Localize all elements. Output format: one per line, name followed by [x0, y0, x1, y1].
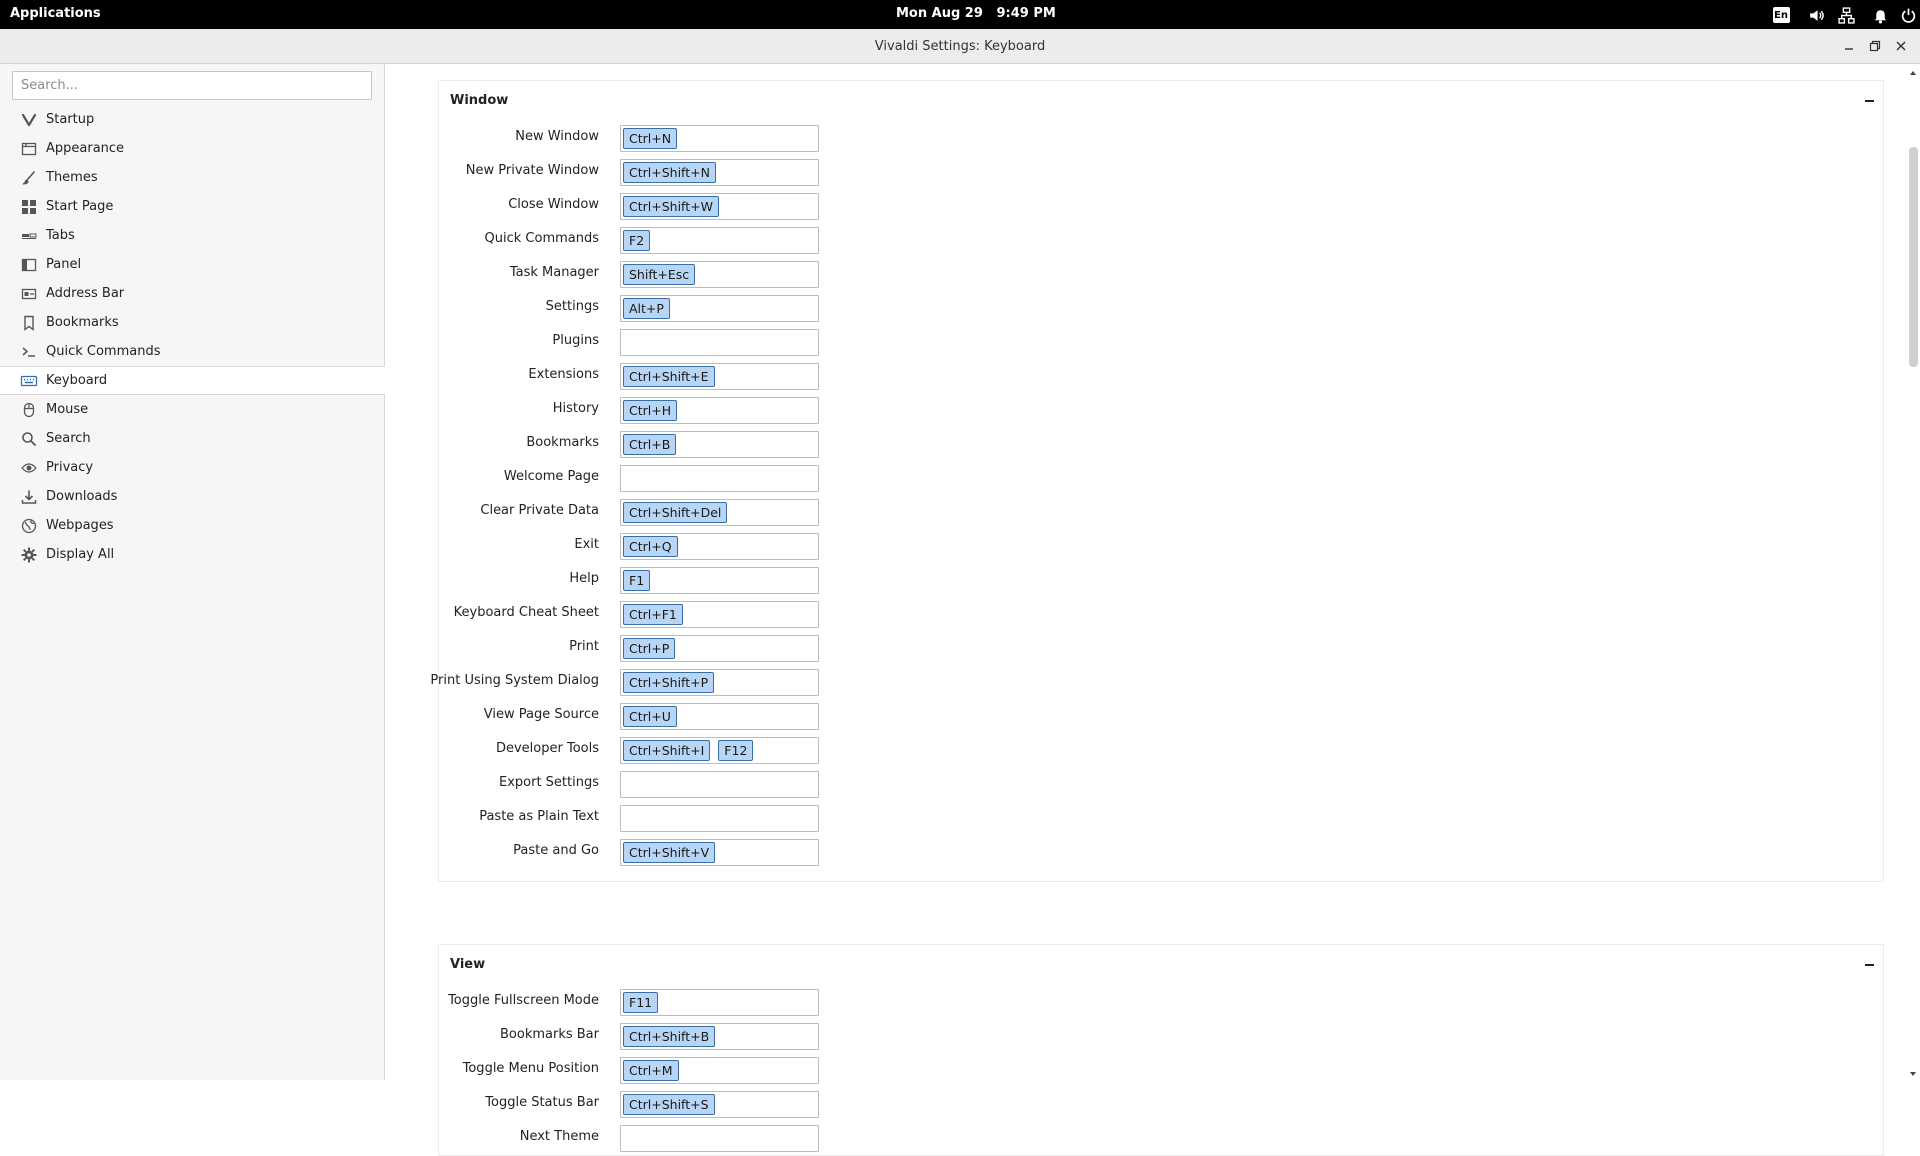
shortcut-label: Toggle Status Bar [485, 1095, 599, 1110]
sidebar-item-label: Search [46, 431, 91, 446]
section-header [439, 81, 1883, 121]
shortcut-label: Clear Private Data [480, 503, 599, 518]
sidebar-item-label: Panel [46, 257, 82, 272]
shortcut-keys [623, 264, 695, 285]
sidebar-item-quick-commands[interactable] [0, 337, 384, 366]
key-combo-chip[interactable]: Ctrl+Shift+Del [623, 502, 727, 523]
shortcut-label: Print Using System Dialog [430, 673, 599, 688]
shortcut-keys [623, 128, 677, 149]
system-top-bar [0, 0, 1920, 29]
collapse-section-button[interactable] [1862, 957, 1878, 973]
section-window [430, 80, 1884, 882]
key-combo-chip[interactable]: Ctrl+Shift+N [623, 162, 716, 183]
shortcut-label: Toggle Menu Position [462, 1061, 599, 1076]
shortcut-row-settings [439, 291, 1883, 325]
shortcut-label: Bookmarks Bar [500, 1027, 599, 1042]
sidebar-item-label: Start Page [46, 199, 114, 214]
restore-button[interactable] [1866, 37, 1884, 55]
date-label: Mon Aug 29 [896, 6, 983, 21]
shortcut-keys [623, 638, 675, 659]
shortcut-row-view-page-source [439, 699, 1883, 733]
key-combo-chip[interactable]: Alt+P [623, 298, 670, 319]
key-combo-chip[interactable]: Ctrl+N [623, 128, 677, 149]
shortcut-keys [623, 1026, 715, 1047]
globe-icon [20, 517, 38, 535]
scrollbar-thumb[interactable] [1909, 147, 1918, 367]
vivaldi-icon [20, 111, 38, 129]
quick-commands-icon [20, 343, 38, 361]
shortcut-row-plugins [439, 325, 1883, 359]
shortcut-label: Exit [574, 537, 599, 552]
sidebar-item-label: Quick Commands [46, 344, 161, 359]
notification-bell-icon[interactable] [1870, 5, 1890, 25]
key-combo-chip[interactable]: F2 [623, 230, 650, 251]
key-combo-chip[interactable]: Ctrl+Shift+B [623, 1026, 715, 1047]
shortcut-keys [623, 366, 715, 387]
scroll-down-arrow-icon[interactable] [1909, 1070, 1917, 1078]
gear-icon [20, 546, 38, 564]
settings-content [386, 64, 1920, 1144]
download-icon [20, 488, 38, 506]
key-combo-chip[interactable]: Ctrl+P [623, 638, 675, 659]
shortcut-input[interactable] [620, 125, 819, 152]
shortcut-input[interactable] [620, 989, 819, 1016]
shortcut-input[interactable] [620, 193, 819, 220]
shortcut-label: Developer Tools [495, 741, 599, 756]
shortcut-keys [623, 298, 670, 319]
collapse-section-button[interactable] [1862, 93, 1878, 109]
sidebar-item-tabs[interactable] [0, 221, 384, 250]
clock[interactable] [896, 6, 1056, 21]
key-combo-chip[interactable]: Ctrl+Shift+E [623, 366, 715, 387]
shortcut-row-export-settings [439, 767, 1883, 801]
shortcut-row-toggle-status-bar [439, 1087, 1883, 1121]
shortcut-label: Next Theme [519, 1129, 599, 1144]
minimize-button[interactable] [1840, 37, 1858, 55]
key-combo-chip[interactable]: Ctrl+U [623, 706, 677, 727]
shortcut-label: Help [569, 571, 599, 586]
shortcut-label: Plugins [552, 333, 599, 348]
shortcut-label: Settings [545, 299, 599, 314]
brush-icon [20, 169, 38, 187]
shortcut-input[interactable] [620, 839, 819, 866]
shortcut-input[interactable] [620, 329, 819, 356]
shortcut-row-paste-as-plain-text [439, 801, 1883, 835]
grid-icon [20, 198, 38, 216]
shortcut-keys [623, 570, 650, 591]
sidebar-item-privacy[interactable] [0, 453, 384, 482]
shortcut-keys [623, 740, 753, 761]
shortcut-row-close-window [439, 189, 1883, 223]
sidebar-item-label: Startup [46, 112, 95, 127]
sidebar-item-label: Keyboard [46, 373, 108, 388]
section-header [439, 945, 1883, 985]
key-combo-chip[interactable]: Ctrl+Q [623, 536, 678, 557]
shortcut-keys [623, 434, 676, 455]
sidebar-item-label: Downloads [46, 489, 118, 504]
mouse-icon [20, 401, 38, 419]
key-combo-chip[interactable]: Shift+Esc [623, 264, 695, 285]
shortcut-input[interactable] [620, 397, 819, 424]
key-combo-chip[interactable]: Ctrl+Shift+V [623, 842, 715, 863]
sidebar-item-label: Bookmarks [46, 315, 119, 330]
shortcut-label: Keyboard Cheat Sheet [453, 605, 599, 620]
key-combo-chip[interactable]: Ctrl+Shift+P [623, 672, 714, 693]
tabs-icon [20, 227, 38, 245]
settings-sidebar [0, 64, 385, 1080]
restore-icon [1869, 40, 1881, 52]
shortcut-row-new-window [439, 121, 1883, 155]
shortcut-keys [623, 706, 677, 727]
section-view [438, 944, 1884, 1156]
sidebar-item-label: Themes [46, 170, 98, 185]
shortcut-row-toggle-fullscreen-mode [439, 985, 1883, 1019]
window-title-bar [0, 29, 1920, 64]
shortcut-label: Bookmarks [526, 435, 599, 450]
search-icon [20, 430, 38, 448]
keyboard-layout-label: En [1773, 7, 1790, 23]
shortcut-row-toggle-menu-position [439, 1053, 1883, 1087]
shortcut-row-quick-commands [439, 223, 1883, 257]
key-combo-chip[interactable]: Ctrl+Shift+S [623, 1094, 715, 1115]
shortcut-row-exit [439, 529, 1883, 563]
shortcut-label: New Window [515, 129, 599, 144]
shortcut-input[interactable] [620, 465, 819, 492]
shortcut-row-history [439, 393, 1883, 427]
sidebar-item-themes[interactable] [0, 163, 384, 192]
shortcut-input[interactable] [620, 227, 819, 254]
shortcut-keys [623, 672, 714, 693]
key-combo-chip[interactable]: Ctrl+Shift+I [623, 740, 710, 761]
minimize-icon [1843, 40, 1855, 52]
sidebar-item-label: Address Bar [46, 286, 125, 301]
shortcut-keys [623, 400, 677, 421]
shortcut-input[interactable] [620, 737, 819, 764]
sidebar-item-panel[interactable] [0, 250, 384, 279]
shortcut-label: Task Manager [509, 265, 599, 280]
key-combo-chip[interactable]: Ctrl+F1 [623, 604, 683, 625]
shortcut-input[interactable] [620, 431, 819, 458]
shortcut-row-print [439, 631, 1883, 665]
shortcut-row-bookmarks [439, 427, 1883, 461]
section-title: View [450, 957, 486, 972]
key-combo-chip[interactable]: F12 [718, 740, 753, 761]
sidebar-item-display-all[interactable] [0, 540, 384, 569]
shortcut-label: Close Window [508, 197, 599, 212]
shortcut-row-paste-and-go [439, 835, 1883, 869]
close-button[interactable] [1892, 37, 1910, 55]
shortcut-label: Paste and Go [513, 843, 599, 858]
applications-menu[interactable]: Applications [10, 6, 101, 21]
shortcut-keys [623, 502, 727, 523]
sidebar-item-label: Webpages [46, 518, 114, 533]
shortcut-label: Print [569, 639, 599, 654]
key-combo-chip[interactable]: Ctrl+H [623, 400, 677, 421]
shortcut-label: View Page Source [483, 707, 599, 722]
shortcut-input[interactable] [620, 1057, 819, 1084]
key-combo-chip[interactable]: F11 [623, 992, 658, 1013]
panel-icon [20, 256, 38, 274]
sidebar-item-search[interactable] [0, 424, 384, 453]
power-icon[interactable] [1898, 5, 1918, 25]
key-combo-chip[interactable]: Ctrl+Shift+W [623, 196, 719, 217]
shortcut-label: Paste as Plain Text [479, 809, 599, 824]
shortcut-row-clear-private-data [439, 495, 1883, 529]
settings-nav-list [0, 105, 384, 569]
window-title: Vivaldi Settings: Keyboard [874, 39, 1046, 54]
sidebar-item-appearance[interactable] [0, 134, 384, 163]
shortcut-input[interactable] [620, 159, 819, 186]
shortcut-keys [623, 162, 716, 183]
shortcut-input[interactable] [620, 601, 819, 628]
shortcut-input[interactable] [620, 261, 819, 288]
vertical-scrollbar[interactable] [1906, 64, 1920, 1080]
window-icon [20, 140, 38, 158]
shortcut-row-task-manager [439, 257, 1883, 291]
sidebar-item-bookmarks[interactable] [0, 308, 384, 337]
shortcut-label: Extensions [528, 367, 599, 382]
key-combo-chip[interactable]: F1 [623, 570, 650, 591]
shortcut-keys [623, 196, 719, 217]
sidebar-item-label: Display All [46, 547, 115, 562]
shortcut-keys [623, 230, 650, 251]
shortcut-input[interactable] [620, 771, 819, 798]
shortcut-row-bookmarks-bar [439, 1019, 1883, 1053]
shortcut-input[interactable] [620, 1125, 819, 1152]
shortcut-label: History [552, 401, 599, 416]
settings-search-input[interactable] [12, 71, 372, 100]
shortcut-row-developer-tools [439, 733, 1883, 767]
shortcut-row-new-private-window [439, 155, 1883, 189]
shortcut-input[interactable] [620, 567, 819, 594]
shortcut-label: Export Settings [498, 775, 599, 790]
section-padding [439, 869, 1883, 881]
shortcut-row-next-theme [439, 1121, 1883, 1155]
scroll-up-arrow-icon[interactable] [1909, 69, 1917, 77]
sidebar-item-keyboard[interactable] [0, 366, 385, 395]
key-combo-chip[interactable]: Ctrl+B [623, 434, 676, 455]
shortcut-label: New Private Window [465, 163, 599, 178]
network-icon[interactable] [1836, 5, 1856, 25]
bookmark-icon [20, 314, 38, 332]
shortcut-row-welcome-page [439, 461, 1883, 495]
sidebar-item-label: Appearance [46, 141, 125, 156]
shortcut-keys [623, 1094, 715, 1115]
keyboard-layout-indicator[interactable] [1771, 5, 1791, 25]
shortcut-row-help [439, 563, 1883, 597]
shortcut-input[interactable] [620, 635, 819, 662]
shortcut-row-extensions [439, 359, 1883, 393]
shortcut-input[interactable] [620, 295, 819, 322]
sidebar-item-startup[interactable] [0, 105, 384, 134]
sidebar-item-label: Tabs [46, 228, 75, 243]
sidebar-item-webpages[interactable] [0, 511, 384, 540]
address-bar-icon [20, 285, 38, 303]
section-title: Window [450, 93, 509, 108]
key-combo-chip[interactable]: Ctrl+M [623, 1060, 679, 1081]
sidebar-item-label: Mouse [46, 402, 89, 417]
sidebar-item-downloads[interactable] [0, 482, 384, 511]
shortcut-input[interactable] [620, 1091, 819, 1118]
shortcut-keys [623, 536, 678, 557]
shortcut-keys [623, 1060, 679, 1081]
shortcut-input[interactable] [620, 669, 819, 696]
shortcut-input[interactable] [620, 363, 819, 390]
time-label: 9:49 PM [996, 6, 1056, 21]
sidebar-item-label: Privacy [46, 460, 94, 475]
sidebar-item-mouse[interactable] [0, 395, 384, 424]
sidebar-item-start-page[interactable] [0, 192, 384, 221]
shortcut-label: Toggle Fullscreen Mode [448, 993, 599, 1008]
shortcut-input[interactable] [620, 703, 819, 730]
shortcut-label: Quick Commands [484, 231, 599, 246]
shortcut-keys [623, 842, 715, 863]
eye-icon [20, 459, 38, 477]
shortcut-input[interactable] [620, 533, 819, 560]
sidebar-item-address-bar[interactable] [0, 279, 384, 308]
volume-icon[interactable] [1806, 5, 1826, 25]
shortcut-row-keyboard-cheat-sheet [439, 597, 1883, 631]
shortcut-keys [623, 992, 658, 1013]
shortcut-input[interactable] [620, 1023, 819, 1050]
shortcut-row-print-using-system-dialog [430, 665, 1883, 699]
shortcut-input[interactable] [620, 805, 819, 832]
shortcut-input[interactable] [620, 499, 819, 526]
keyboard-icon [20, 372, 38, 390]
shortcut-keys [623, 604, 683, 625]
shortcut-label: Welcome Page [503, 469, 599, 484]
close-icon [1895, 40, 1907, 52]
